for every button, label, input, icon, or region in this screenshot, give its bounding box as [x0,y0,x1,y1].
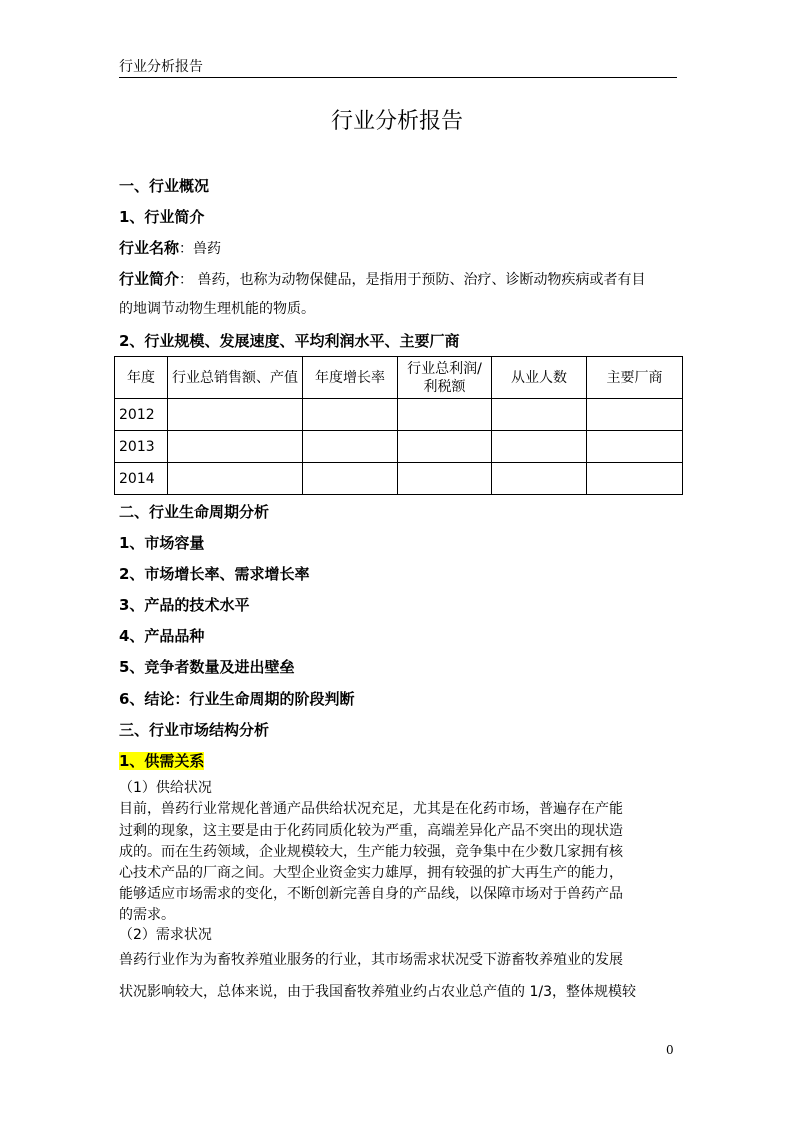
table-cell [398,431,492,463]
industry-name-label: 行业名称 [119,239,180,257]
section1-sub1: 1、行业简介 [119,208,205,226]
section2-heading: 二、行业生命周期分析 [119,503,270,521]
col-header-growth: 年度增长率 [303,357,398,399]
industry-intro-label: 行业简介 [119,270,180,288]
table-cell [168,463,303,495]
table-cell [492,431,587,463]
supply-title: （1）供给状况 [119,780,212,796]
supply-line: 心技术产品的厂商之间。大型企业资金实力雄厚，拥有较强的扩大再生产的能力， [119,865,623,881]
industry-scale-table [114,356,683,495]
section2-item-2: 2、市场增长率、需求增长率 [119,565,310,583]
demand-line: 兽药行业作为为畜牧养殖业服务的行业，其市场需求状况受下游畜牧养殖业的发展 [119,952,623,968]
table-cell [303,399,398,431]
table-cell [587,463,683,495]
year-cell: 2013 [115,431,168,463]
section1-heading: 一、行业概况 [119,177,210,195]
section2-item-3: 3、产品的技术水平 [119,596,250,614]
table-cell [303,463,398,495]
supply-line: 成的。而在生药领域，企业规模较大，生产能力较强，竞争集中在少数几家拥有核 [119,844,623,860]
industry-intro-line1 [119,268,645,289]
section2-item-1: 1、市场容量 [119,534,205,552]
col-header-employees: 从业人数 [492,357,587,399]
col-header-sales: 行业总销售额、产值 [168,357,303,399]
col-header-manufacturers: 主要厂商 [587,357,683,399]
table-cell [398,399,492,431]
col-header-year: 年度 [115,357,168,399]
table-row [115,399,683,431]
table-row [115,463,683,495]
section2-item-6: 6、结论：行业生命周期的阶段判断 [119,690,355,708]
industry-name-value: ：兽药 [179,241,222,257]
year-cell: 2012 [115,399,168,431]
highlighted-subheading: 1、供需关系 [119,752,205,770]
table-cell [303,431,398,463]
section1-sub2: 2、行业规模、发展速度、平均利润水平、主要厂商 [119,332,460,350]
table-cell [168,399,303,431]
section3-sub1 [119,750,204,771]
table-cell [492,399,587,431]
page-number: 0 [666,1043,674,1057]
table-cell [398,463,492,495]
industry-intro-line2: 的地调节动物生理机能的物质。 [119,301,315,317]
document-title: 行业分析报告 [330,109,463,134]
table-header-row [115,357,683,399]
year-cell: 2014 [115,463,168,495]
section3-heading: 三、行业市场结构分析 [119,721,270,739]
supply-line: 目前，兽药行业常规化普通产品供给状况充足，尤其是在化药市场，普遍存在产能 [119,801,623,817]
demand-line: 状况影响较大，总体来说，由于我国畜牧养殖业约占农业总产值的 1/3，整体规模较 [119,984,636,1000]
section2-item-5: 5、竞争者数量及进出壁垒 [119,658,295,676]
supply-line: 过剩的现象，这主要是由于化药同质化较为严重，高端差异化产品不突出的现状造 [119,823,623,839]
table-cell [587,431,683,463]
section2-item-4: 4、产品品种 [119,627,205,645]
supply-line: 的需求。 [119,907,175,923]
table-cell [587,399,683,431]
col-header-profit [398,357,492,399]
table-cell [168,431,303,463]
col-header-profit-line2: 利税额 [423,378,466,395]
supply-line: 能够适应市场需求的变化，不断创新完善自身的产品线，以保障市场对于兽药产品 [119,886,623,902]
running-header: 行业分析报告 [119,59,203,75]
table-row [115,431,683,463]
industry-name-line [119,237,221,258]
industry-intro-text: ： 兽药，也称为动物保健品，是指用于预防、治疗、诊断动物疾病或者有目 [179,272,646,288]
table-cell [492,463,587,495]
header-rule [119,77,677,78]
demand-title: （2）需求状况 [119,927,212,943]
col-header-profit-line1: 行业总利润/ [407,360,482,377]
